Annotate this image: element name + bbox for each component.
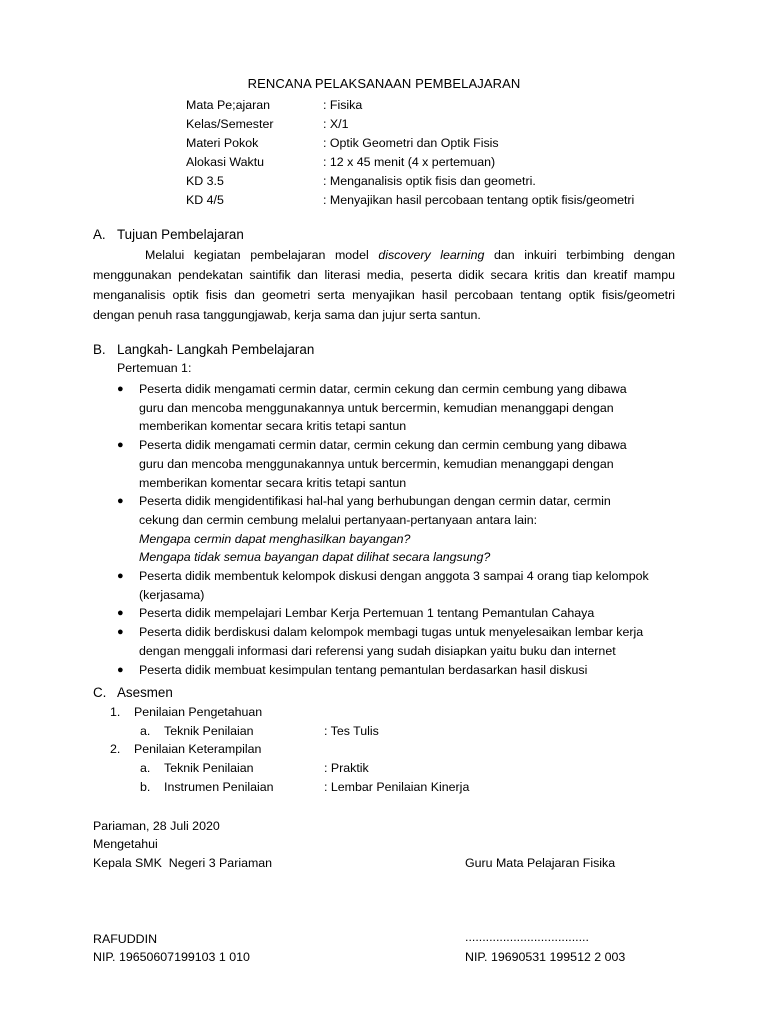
- info-label: Alokasi Waktu: [186, 155, 265, 169]
- item-line: Peserta didik mengamati cermin datar, cermin cekung dan cermin cembung yang dibawa: [139, 382, 627, 396]
- section-b-heading: [93, 342, 314, 357]
- item-number: a.: [140, 724, 151, 738]
- info-label: Materi Pokok: [186, 136, 259, 150]
- item-line: Peserta didik membentuk kelompok diskusi dengan anggota 3 sampai 4 orang tiap kelompok: [139, 569, 649, 584]
- info-row: [186, 96, 634, 115]
- item-line: memberikan komentar secara kritis tetapi santun: [139, 475, 407, 490]
- info-value: : X/1: [323, 117, 349, 131]
- info-label: KD 4/5: [186, 193, 224, 207]
- item-label: Teknik Penilaian: [164, 724, 254, 738]
- principal-nip: NIP. 19650607199103 1 010: [93, 950, 250, 964]
- bullet-list: [117, 380, 677, 679]
- item-line: (kerjasama): [139, 587, 205, 602]
- acknowledge-label: Mengetahui: [93, 837, 158, 851]
- item-label: Instrumen Penilaian: [164, 780, 274, 794]
- assessment-subitem: [140, 780, 469, 794]
- item-number: 2.: [110, 742, 121, 756]
- list-item: [117, 380, 677, 436]
- info-table: [186, 96, 634, 210]
- info-label: Mata Pe;ajaran: [186, 98, 271, 112]
- info-label: KD 3.5: [186, 174, 224, 188]
- section-title: Langkah- Langkah Pembelajaran: [117, 342, 315, 357]
- info-value: : Fisika: [323, 98, 363, 112]
- principal-role: Kepala SMK Negeri 3 Pariaman: [93, 856, 273, 870]
- assessment-item: [110, 742, 261, 756]
- info-label: Kelas/Semester: [186, 117, 274, 131]
- paragraph-line: dengan penuh rasa tanggungjawab, kerja sama dan jujur serta santun.: [93, 308, 481, 322]
- principal-name: RAFUDDIN: [93, 932, 158, 946]
- list-item: [117, 567, 677, 604]
- section-letter: A.: [93, 227, 106, 242]
- info-row: [186, 191, 634, 210]
- section-letter: C.: [93, 685, 107, 700]
- assessment-subitem: [140, 761, 369, 775]
- item-line: Peserta didik mengidentifikasi hal-hal yang berhubungan dengan cermin datar, cermin: [139, 494, 611, 509]
- item-value: : Lembar Penilaian Kinerja: [324, 780, 470, 794]
- question-line: Mengapa cermin dapat menghasilkan bayangan?: [139, 531, 411, 546]
- section-c-heading: [93, 685, 173, 700]
- info-row: [186, 153, 634, 172]
- item-value: : Praktik: [324, 761, 369, 775]
- assessment-item: [110, 705, 262, 719]
- bullet-icon: ●: [117, 495, 124, 508]
- item-label: Penilaian Pengetahuan: [134, 705, 263, 719]
- list-item: [117, 604, 677, 623]
- list-item: [117, 492, 677, 567]
- item-value: : Tes Tulis: [324, 724, 379, 738]
- item-number: 1.: [110, 705, 121, 719]
- paragraph-line: menggunakan pendekatan saintifik dan literasi media, peserta didik secara kritis dan kreatif mampu: [93, 268, 675, 282]
- item-label: Penilaian Keterampilan: [134, 742, 262, 756]
- item-line: guru dan mencoba menggunakannya untuk bercermin, kemudian menanggapi dengan: [139, 400, 614, 415]
- item-line: cekung dan cermin cembung melalui pertanyaan-pertanyaan antara lain:: [139, 512, 538, 527]
- bullet-icon: ●: [117, 626, 124, 639]
- text-run: Melalui kegiatan pembelajaran model: [145, 248, 369, 262]
- info-value: : Optik Geometri dan Optik Fisis: [323, 136, 499, 150]
- paragraph-line: menganalisis optik fisis dan geometri serta menyajikan hasil percobaan tentang optik fisis/geometri: [93, 288, 675, 302]
- section-title: Asesmen: [117, 685, 173, 700]
- paragraph-line: [93, 245, 675, 265]
- item-line: Peserta didik mempelajari Lembar Kerja Pertemuan 1 tentang Pemantulan Cahaya: [139, 606, 595, 621]
- info-value: : 12 x 45 menit (4 x pertemuan): [323, 155, 496, 169]
- meeting-label: Pertemuan 1:: [117, 361, 192, 375]
- document-title: RENCANA PELAKSANAAN PEMBELAJARAN: [247, 76, 521, 91]
- list-item: [117, 661, 677, 680]
- item-line: Peserta didik mengamati cermin datar, cermin cekung dan cermin cembung yang dibawa: [139, 438, 627, 453]
- item-line: dengan menggali informasi dari referensi yang sudah disiapkan yaitu buku dan internet: [139, 643, 616, 658]
- info-row: [186, 115, 634, 134]
- place-date: Pariaman, 28 Juli 2020: [93, 819, 220, 833]
- teacher-nip: NIP. 19690531 199512 2 003: [465, 950, 626, 964]
- bullet-icon: ●: [117, 570, 124, 583]
- info-row: [186, 172, 634, 191]
- bullet-icon: ●: [117, 383, 124, 395]
- info-value: : Menyajikan hasil percobaan tentang optik fisis/geometri: [323, 193, 635, 207]
- teacher-name-placeholder: ....................................: [465, 930, 589, 944]
- italic-term: discovery learning: [378, 248, 485, 262]
- bullet-icon: ●: [117, 663, 124, 676]
- list-item: [117, 436, 677, 492]
- section-letter: B.: [93, 342, 106, 357]
- bullet-icon: ●: [117, 607, 124, 620]
- item-line: guru dan mencoba menggunakannya untuk bercermin, kemudian menanggapi dengan: [139, 456, 614, 471]
- item-line: Peserta didik berdiskusi dalam kelompok membagi tugas untuk menyelesaikan lembar kerja: [139, 625, 644, 640]
- list-item: [117, 623, 677, 660]
- item-number: b.: [140, 780, 151, 794]
- item-number: a.: [140, 761, 151, 775]
- assessment-subitem: [140, 724, 379, 738]
- teacher-role: Guru Mata Pelajaran Fisika: [465, 856, 616, 870]
- section-a-heading: [93, 227, 244, 242]
- section-a-paragraph: [93, 245, 675, 325]
- item-label: Teknik Penilaian: [164, 761, 254, 775]
- item-line: memberikan komentar secara kritis tetapi santun: [139, 419, 407, 434]
- info-value: : Menganalisis optik fisis dan geometri.: [323, 174, 536, 188]
- item-line: Peserta didik membuat kesimpulan tentang pemantulan berdasarkan hasil diskusi: [139, 662, 588, 677]
- text-run: dan inkuiri terbimbing dengan: [493, 248, 676, 262]
- question-line: Mengapa tidak semua bayangan dapat dilihat secara langsung?: [139, 550, 491, 565]
- section-title: Tujuan Pembelajaran: [117, 227, 244, 242]
- bullet-icon: ●: [117, 439, 124, 452]
- info-row: [186, 134, 634, 153]
